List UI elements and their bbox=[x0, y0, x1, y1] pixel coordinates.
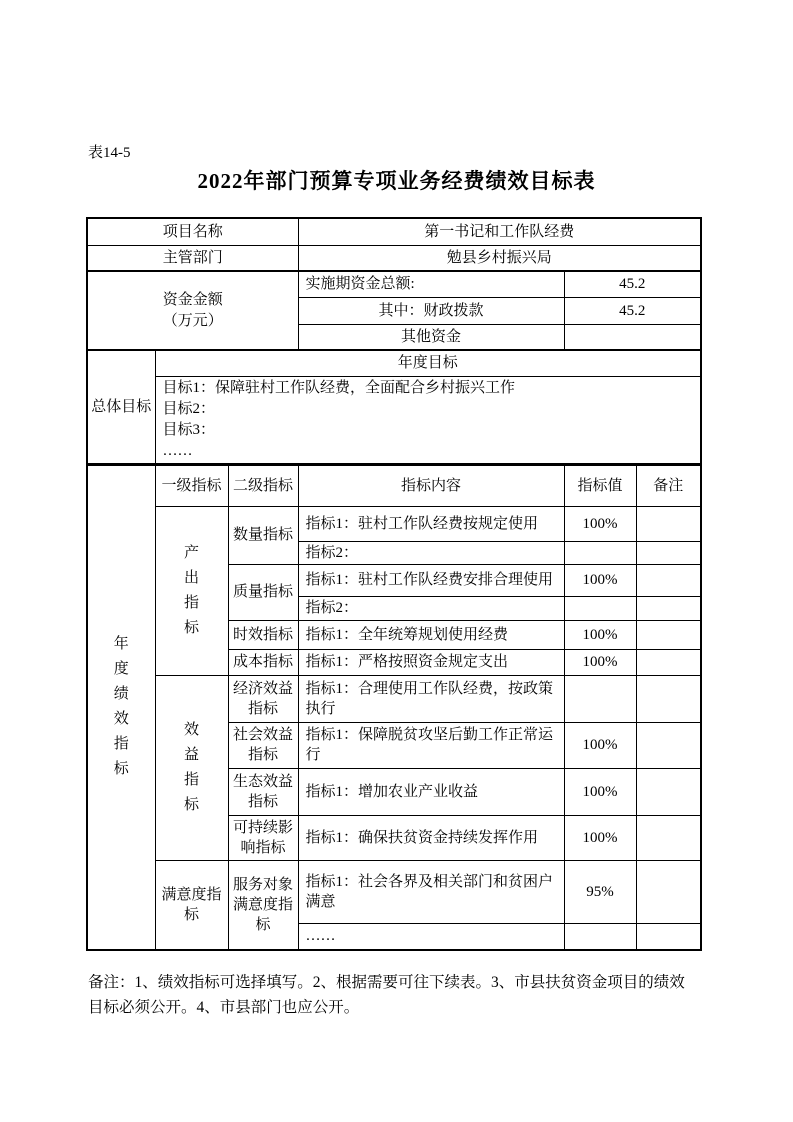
indicator-content: …… bbox=[298, 923, 564, 950]
level2-economic: 经济效益指标 bbox=[228, 675, 298, 722]
overall-goal-label: 总体目标 bbox=[87, 350, 155, 464]
indicator-remark bbox=[636, 923, 701, 950]
indicator-value bbox=[564, 923, 636, 950]
department-label: 主管部门 bbox=[87, 245, 298, 271]
level2-social: 社会效益指标 bbox=[228, 722, 298, 768]
annual-performance-side-label-text: 年度绩效指标 bbox=[113, 636, 129, 778]
header-level1: 一级指标 bbox=[155, 464, 228, 506]
fund-fiscal-value: 45.2 bbox=[564, 297, 701, 324]
fund-amount-label-line2: （万元） bbox=[162, 312, 223, 329]
goal-lines bbox=[155, 376, 701, 464]
header-value: 指标值 bbox=[564, 464, 636, 506]
table-row bbox=[87, 860, 701, 923]
indicator-content: 指标1：社会各界及相关部门和贫困户满意 bbox=[298, 860, 564, 923]
level2-ecological: 生态效益指标 bbox=[228, 768, 298, 815]
table-row bbox=[87, 675, 701, 722]
indicator-content: 指标1：确保扶贫资金持续发挥作用 bbox=[298, 815, 564, 860]
level1-benefit bbox=[155, 675, 228, 860]
fund-total-label: 实施期资金总额: bbox=[298, 271, 564, 297]
indicator-remark bbox=[636, 596, 701, 620]
footnote: 备注：1、绩效指标可选择填写。2、根据需要可往下续表。3、市县扶贫资金项目的绩效目标必须公开。4、市县部门也应公开。 bbox=[88, 974, 685, 1016]
indicator-remark bbox=[636, 506, 701, 541]
goal-line-ellipsis: …… bbox=[162, 442, 193, 459]
indicator-value: 100% bbox=[564, 815, 636, 860]
header-remark: 备注 bbox=[636, 464, 701, 506]
level2-quality: 质量指标 bbox=[228, 564, 298, 620]
indicator-value: 100% bbox=[564, 620, 636, 649]
level2-timeliness: 时效指标 bbox=[228, 620, 298, 649]
fund-amount-label bbox=[87, 271, 298, 350]
indicator-remark bbox=[636, 649, 701, 675]
indicator-remark bbox=[636, 564, 701, 596]
indicator-content: 指标1：增加农业产业收益 bbox=[298, 768, 564, 815]
indicator-value: 100% bbox=[564, 722, 636, 768]
indicator-content: 指标1：全年统筹规划使用经费 bbox=[298, 620, 564, 649]
indicator-value: 100% bbox=[564, 649, 636, 675]
level1-satisfaction: 满意度指标 bbox=[155, 860, 228, 950]
row-indicator-header bbox=[87, 464, 701, 506]
fund-other-label: 其他资金 bbox=[298, 324, 564, 350]
indicator-remark bbox=[636, 541, 701, 564]
goal-line-2: 目标2： bbox=[162, 400, 216, 417]
performance-target-table bbox=[86, 217, 702, 951]
indicator-content: 指标1：严格按照资金规定支出 bbox=[298, 649, 564, 675]
indicator-content: 指标1：合理使用工作队经费，按政策执行 bbox=[298, 675, 564, 722]
indicator-content: 指标1：驻村工作队经费安排合理使用 bbox=[298, 564, 564, 596]
annual-performance-side-label bbox=[87, 464, 155, 950]
indicator-value bbox=[564, 596, 636, 620]
document-title: 2022年部门预算专项业务经费绩效目标表 bbox=[197, 169, 596, 193]
indicator-value: 100% bbox=[564, 506, 636, 541]
indicator-content: 指标2： bbox=[298, 541, 564, 564]
indicator-remark bbox=[636, 722, 701, 768]
indicator-remark bbox=[636, 675, 701, 722]
level2-service-target-satisfaction: 服务对象满意度指标 bbox=[228, 860, 298, 950]
goal-line-1: 目标1：保障驻村工作队经费，全面配合乡村振兴工作 bbox=[162, 379, 516, 396]
level2-quantity: 数量指标 bbox=[228, 506, 298, 564]
level1-benefit-text: 效益指标 bbox=[183, 721, 199, 813]
header-level2: 二级指标 bbox=[228, 464, 298, 506]
row-fund-total bbox=[87, 271, 701, 297]
indicator-value bbox=[564, 541, 636, 564]
level2-sustainability: 可持续影响指标 bbox=[228, 815, 298, 860]
indicator-content: 指标2： bbox=[298, 596, 564, 620]
annual-goal-header: 年度目标 bbox=[155, 350, 701, 376]
row-goal-lines bbox=[87, 376, 701, 464]
indicator-remark bbox=[636, 768, 701, 815]
indicator-value: 100% bbox=[564, 768, 636, 815]
fund-amount-label-line1: 资金金额 bbox=[162, 291, 223, 308]
indicator-remark bbox=[636, 860, 701, 923]
goal-line-3: 目标3： bbox=[162, 421, 216, 438]
row-project-name bbox=[87, 218, 701, 245]
indicator-content: 指标1：驻村工作队经费按规定使用 bbox=[298, 506, 564, 541]
row-annual-goal-header bbox=[87, 350, 701, 376]
fund-total-value: 45.2 bbox=[564, 271, 701, 297]
table-row bbox=[87, 506, 701, 541]
indicator-remark bbox=[636, 815, 701, 860]
sheet-label: 表14-5 bbox=[88, 145, 131, 161]
level1-output bbox=[155, 506, 228, 675]
indicator-value: 95% bbox=[564, 860, 636, 923]
indicator-content: 指标1：保障脱贫攻坚后勤工作正常运行 bbox=[298, 722, 564, 768]
header-content: 指标内容 bbox=[298, 464, 564, 506]
project-name-value: 第一书记和工作队经费 bbox=[298, 218, 701, 245]
indicator-value bbox=[564, 675, 636, 722]
row-department bbox=[87, 245, 701, 271]
indicator-remark bbox=[636, 620, 701, 649]
department-value: 勉县乡村振兴局 bbox=[298, 245, 701, 271]
level2-cost: 成本指标 bbox=[228, 649, 298, 675]
level1-output-text: 产出指标 bbox=[183, 544, 199, 636]
fund-other-value bbox=[564, 324, 701, 350]
fund-fiscal-label: 其中：财政拨款 bbox=[298, 297, 564, 324]
project-name-label: 项目名称 bbox=[87, 218, 298, 245]
indicator-value: 100% bbox=[564, 564, 636, 596]
